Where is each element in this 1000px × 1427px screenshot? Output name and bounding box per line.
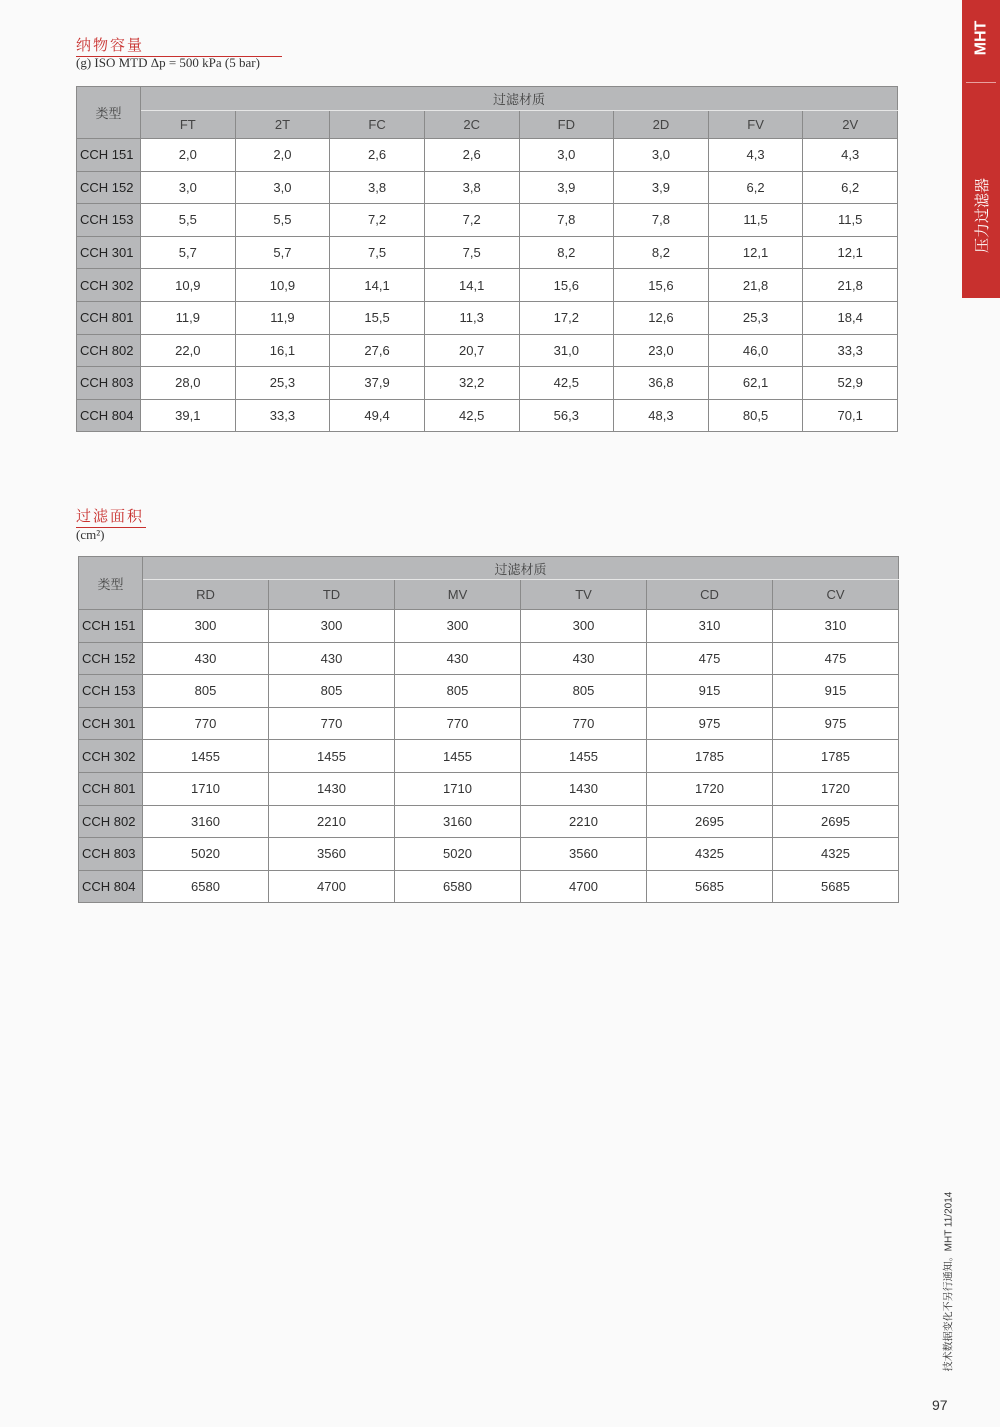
table-cell: 1710 xyxy=(143,772,269,805)
table-cell: 1785 xyxy=(647,740,773,773)
row-type-label: CCH 801 xyxy=(79,772,143,805)
row-type-label: CCH 803 xyxy=(79,838,143,871)
table-cell: 8,2 xyxy=(614,236,709,269)
table-cell: 300 xyxy=(521,610,647,643)
table-cell: 70,1 xyxy=(803,399,898,432)
side-tab xyxy=(962,0,1000,298)
row-type-label: CCH 301 xyxy=(77,236,141,269)
row-type-label: CCH 151 xyxy=(79,610,143,643)
table-cell: 4700 xyxy=(269,870,395,903)
table-cell: 21,8 xyxy=(803,269,898,302)
column-header: FC xyxy=(330,111,425,139)
table-cell: 300 xyxy=(395,610,521,643)
table-cell: 49,4 xyxy=(330,399,425,432)
table-cell: 18,4 xyxy=(803,301,898,334)
table-cell: 15,6 xyxy=(519,269,614,302)
column-header: FT xyxy=(141,111,236,139)
table-cell: 475 xyxy=(647,642,773,675)
disclaimer-note: 技术数据变化不另行通知。MHT 11/2014 xyxy=(943,1191,955,1371)
table-cell: 15,6 xyxy=(614,269,709,302)
table-cell: 80,5 xyxy=(708,399,803,432)
row-type-label: CCH 152 xyxy=(77,171,141,204)
filter-material-header: 过滤材质 xyxy=(143,557,899,580)
table-cell: 3,8 xyxy=(330,171,425,204)
table-cell: 27,6 xyxy=(330,334,425,367)
table-cell: 430 xyxy=(143,642,269,675)
table-cell: 20,7 xyxy=(424,334,519,367)
table-row xyxy=(79,870,899,903)
table-cell: 62,1 xyxy=(708,367,803,400)
table-cell: 15,5 xyxy=(330,301,425,334)
table-cell: 11,9 xyxy=(235,301,330,334)
row-type-label: CCH 151 xyxy=(77,139,141,172)
table-cell: 5020 xyxy=(395,838,521,871)
table-cell: 1455 xyxy=(521,740,647,773)
row-type-label: CCH 802 xyxy=(79,805,143,838)
filter-material-header: 过滤材质 xyxy=(141,87,898,111)
table-row xyxy=(77,204,898,237)
table-cell: 1455 xyxy=(269,740,395,773)
row-type-label: CCH 804 xyxy=(77,399,141,432)
table-cell: 6,2 xyxy=(708,171,803,204)
table-cell: 48,3 xyxy=(614,399,709,432)
table-cell: 805 xyxy=(269,675,395,708)
table-cell: 28,0 xyxy=(141,367,236,400)
table-cell: 6,2 xyxy=(803,171,898,204)
table-cell: 42,5 xyxy=(424,399,519,432)
table-cell: 2,0 xyxy=(141,139,236,172)
column-header: FV xyxy=(708,111,803,139)
column-header: 2D xyxy=(614,111,709,139)
capacity-subtitle: (g) ISO MTD Δp = 500 kPa (5 bar) xyxy=(76,55,260,70)
table-row xyxy=(79,642,899,675)
table-cell: 4700 xyxy=(521,870,647,903)
table-row xyxy=(79,838,899,871)
table-cell: 3,9 xyxy=(519,171,614,204)
table-cell: 3,0 xyxy=(519,139,614,172)
table-cell: 5,5 xyxy=(141,204,236,237)
table-cell: 300 xyxy=(143,610,269,643)
table-cell: 10,9 xyxy=(235,269,330,302)
table-cell: 1430 xyxy=(521,772,647,805)
table-cell: 42,5 xyxy=(519,367,614,400)
row-type-label: CCH 153 xyxy=(79,675,143,708)
table-cell: 3,0 xyxy=(614,139,709,172)
table-cell: 5685 xyxy=(773,870,899,903)
row-type-label: CCH 804 xyxy=(79,870,143,903)
table-cell: 4,3 xyxy=(803,139,898,172)
table-cell: 33,3 xyxy=(235,399,330,432)
table-row xyxy=(77,367,898,400)
column-header: 2C xyxy=(424,111,519,139)
column-header: FD xyxy=(519,111,614,139)
table-cell: 770 xyxy=(521,707,647,740)
table-cell: 4325 xyxy=(773,838,899,871)
table-cell: 915 xyxy=(647,675,773,708)
table-cell: 14,1 xyxy=(424,269,519,302)
table-cell: 915 xyxy=(773,675,899,708)
table-cell: 11,5 xyxy=(803,204,898,237)
table-cell: 3560 xyxy=(521,838,647,871)
table-cell: 7,8 xyxy=(519,204,614,237)
table-cell: 770 xyxy=(395,707,521,740)
table-cell: 33,3 xyxy=(803,334,898,367)
table-cell: 475 xyxy=(773,642,899,675)
table-cell: 1455 xyxy=(395,740,521,773)
table-cell: 37,9 xyxy=(330,367,425,400)
table-cell: 36,8 xyxy=(614,367,709,400)
table-cell: 5,7 xyxy=(141,236,236,269)
table-row xyxy=(79,740,899,773)
table-row xyxy=(77,139,898,172)
table-cell: 1710 xyxy=(395,772,521,805)
table-row xyxy=(79,805,899,838)
table-cell: 16,1 xyxy=(235,334,330,367)
table-cell: 805 xyxy=(143,675,269,708)
table-cell: 805 xyxy=(395,675,521,708)
table-cell: 310 xyxy=(773,610,899,643)
table-cell: 2210 xyxy=(521,805,647,838)
table-row xyxy=(77,399,898,432)
table-cell: 31,0 xyxy=(519,334,614,367)
table-cell: 10,9 xyxy=(141,269,236,302)
table-cell: 21,8 xyxy=(708,269,803,302)
table-cell: 11,3 xyxy=(424,301,519,334)
table-cell: 7,5 xyxy=(424,236,519,269)
table-cell: 2210 xyxy=(269,805,395,838)
table-cell: 1720 xyxy=(647,772,773,805)
row-type-label: CCH 152 xyxy=(79,642,143,675)
table-row xyxy=(77,269,898,302)
table-cell: 52,9 xyxy=(803,367,898,400)
table-cell: 12,1 xyxy=(708,236,803,269)
side-divider xyxy=(966,82,996,83)
type-header: 类型 xyxy=(79,557,143,610)
table-cell: 4325 xyxy=(647,838,773,871)
table-cell: 14,1 xyxy=(330,269,425,302)
table-cell: 1720 xyxy=(773,772,899,805)
table-cell: 770 xyxy=(143,707,269,740)
table-cell: 3,0 xyxy=(235,171,330,204)
table-cell: 5,7 xyxy=(235,236,330,269)
table-row xyxy=(77,236,898,269)
brand-label: MHT xyxy=(972,20,989,56)
table-cell: 5,5 xyxy=(235,204,330,237)
column-header: TD xyxy=(269,580,395,610)
category-label: 压力过滤器 xyxy=(972,177,991,253)
column-header: MV xyxy=(395,580,521,610)
table-cell: 1430 xyxy=(269,772,395,805)
table-cell: 5020 xyxy=(143,838,269,871)
row-type-label: CCH 302 xyxy=(77,269,141,302)
table-cell: 310 xyxy=(647,610,773,643)
table-cell: 3,8 xyxy=(424,171,519,204)
table-cell: 975 xyxy=(773,707,899,740)
table-cell: 975 xyxy=(647,707,773,740)
table-cell: 805 xyxy=(521,675,647,708)
table-cell: 2,0 xyxy=(235,139,330,172)
column-header: 2V xyxy=(803,111,898,139)
type-header: 类型 xyxy=(77,87,141,139)
table-cell: 11,5 xyxy=(708,204,803,237)
table-cell: 2,6 xyxy=(424,139,519,172)
table-cell: 1785 xyxy=(773,740,899,773)
table-cell: 12,6 xyxy=(614,301,709,334)
area-table xyxy=(78,556,899,903)
column-header: TV xyxy=(521,580,647,610)
table-cell: 3160 xyxy=(395,805,521,838)
table-cell: 770 xyxy=(269,707,395,740)
table-row xyxy=(79,610,899,643)
table-cell: 6580 xyxy=(395,870,521,903)
table-cell: 3160 xyxy=(143,805,269,838)
table-cell: 430 xyxy=(521,642,647,675)
table-cell: 300 xyxy=(269,610,395,643)
capacity-table xyxy=(76,86,898,432)
table-cell: 4,3 xyxy=(708,139,803,172)
table-cell: 32,2 xyxy=(424,367,519,400)
row-type-label: CCH 153 xyxy=(77,204,141,237)
table-row xyxy=(77,334,898,367)
table-cell: 7,2 xyxy=(330,204,425,237)
row-type-label: CCH 301 xyxy=(79,707,143,740)
table-row xyxy=(79,707,899,740)
area-subtitle: (cm²) xyxy=(76,527,105,542)
table-row xyxy=(79,675,899,708)
table-cell: 17,2 xyxy=(519,301,614,334)
table-cell: 2,6 xyxy=(330,139,425,172)
table-cell: 430 xyxy=(395,642,521,675)
column-header: RD xyxy=(143,580,269,610)
capacity-title: 纳物容量 xyxy=(76,34,282,57)
table-cell: 1455 xyxy=(143,740,269,773)
table-cell: 3560 xyxy=(269,838,395,871)
page-number: 97 xyxy=(932,1397,948,1413)
table-cell: 5685 xyxy=(647,870,773,903)
table-cell: 8,2 xyxy=(519,236,614,269)
row-type-label: CCH 803 xyxy=(77,367,141,400)
table-cell: 11,9 xyxy=(141,301,236,334)
row-type-label: CCH 801 xyxy=(77,301,141,334)
table-cell: 39,1 xyxy=(141,399,236,432)
table-cell: 12,1 xyxy=(803,236,898,269)
table-cell: 6580 xyxy=(143,870,269,903)
column-header: CV xyxy=(773,580,899,610)
column-header: 2T xyxy=(235,111,330,139)
table-cell: 56,3 xyxy=(519,399,614,432)
table-cell: 22,0 xyxy=(141,334,236,367)
area-title: 过滤面积 xyxy=(76,505,146,528)
table-cell: 2695 xyxy=(773,805,899,838)
table-cell: 7,5 xyxy=(330,236,425,269)
table-cell: 23,0 xyxy=(614,334,709,367)
table-cell: 3,9 xyxy=(614,171,709,204)
row-type-label: CCH 302 xyxy=(79,740,143,773)
table-row xyxy=(77,171,898,204)
table-cell: 2695 xyxy=(647,805,773,838)
table-row xyxy=(79,772,899,805)
table-cell: 7,8 xyxy=(614,204,709,237)
table-cell: 430 xyxy=(269,642,395,675)
table-cell: 3,0 xyxy=(141,171,236,204)
table-cell: 25,3 xyxy=(708,301,803,334)
row-type-label: CCH 802 xyxy=(77,334,141,367)
column-header: CD xyxy=(647,580,773,610)
table-cell: 7,2 xyxy=(424,204,519,237)
table-cell: 25,3 xyxy=(235,367,330,400)
table-row xyxy=(77,301,898,334)
table-cell: 46,0 xyxy=(708,334,803,367)
